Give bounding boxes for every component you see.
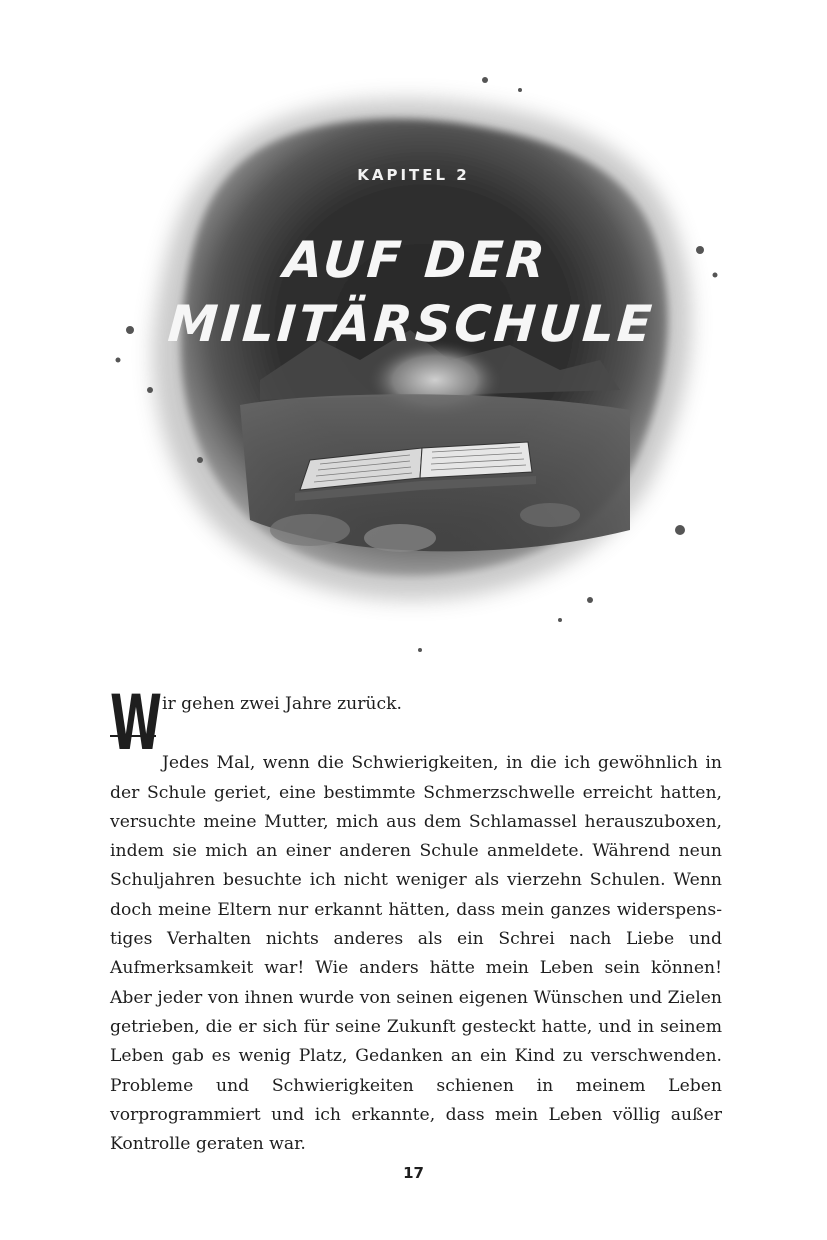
page-number: 17: [403, 1164, 424, 1182]
chapter-title-line1: AUF DER: [281, 231, 550, 289]
drop-cap: W: [110, 678, 162, 767]
chapter-illustration: [90, 60, 740, 660]
body-paragraph: Jedes Mal, wenn die Schwierigkeiten, in die ich gewöhnlich in der Schule geriet, eine bestimmte Schmerzschwelle erreicht hatten, versuchte meine Mutter, mich aus dem Schlamassel herauszuboxen, indem sie mich an einer anderen Schule anmeldete. Während neun Schuljahren besuchte ich nicht weniger als vierzehn Schulen. Wenn doch meine Eltern nur erkannt hätten, dass mein ganzes widerspenstiges Verhalten nichts anderes als ein Schrei nach Liebe und Aufmerksamkeit war! Wie anders hätte mein Leben sein können! Aber jeder von ihnen wurde von seinen eigenen Wünschen und Zielen getrieben, die er sich für seine Zukunft gesteckt hatte, und in seinem Leben gab es wenig Platz, Gedanken an ein Kind zu verschwenden. Probleme und Schwierigkeiten schienen in meinem Leben vorprogrammiert und ich erkannte, dass mein Leben völlig außer Kontrolle geraten war.: [110, 753, 722, 1155]
chapter-title: [0, 228, 827, 356]
chapter-title-line2: MILITÄRSCHULE: [166, 295, 657, 353]
body-text: [110, 678, 722, 1159]
chapter-label: KAPITEL 2: [357, 166, 470, 184]
opening-line: ir gehen zwei Jahre zurück.: [162, 694, 402, 714]
